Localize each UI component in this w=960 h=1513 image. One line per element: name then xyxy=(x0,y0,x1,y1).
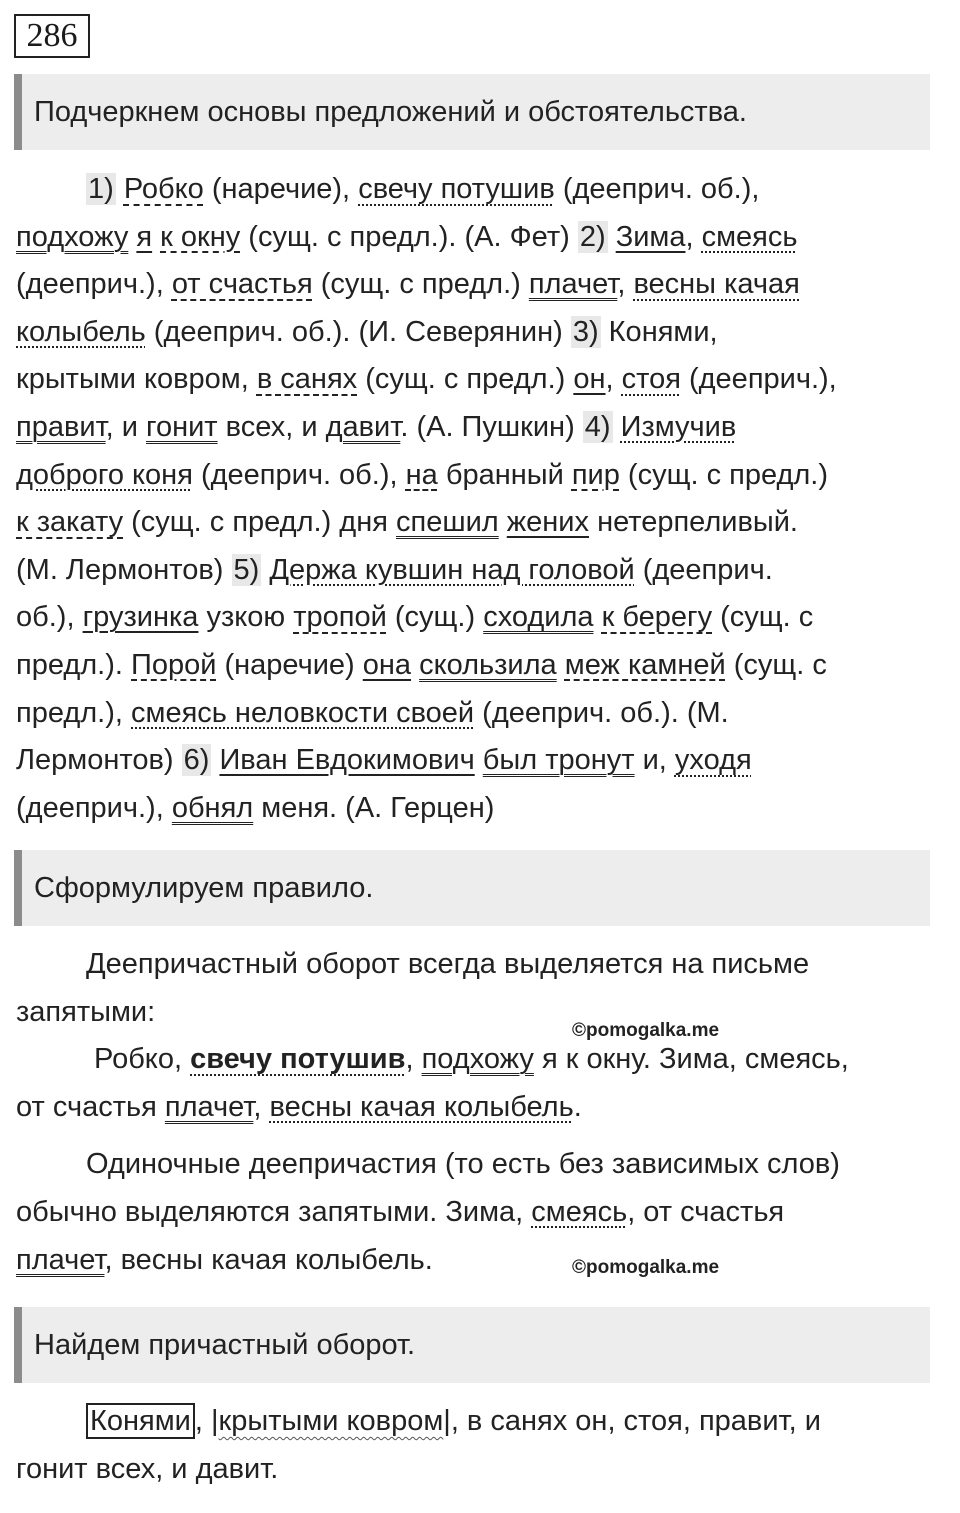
heading-underline-task: Подчеркнем основы предложений и обстоятельства. xyxy=(14,74,930,150)
sentences-analysis: 1) Робко (наречие), свечу потушив (дееприч. об.), подхожу я к окну (сущ. с предл.). (А. Фет) 2) Зима, смеясь (дееприч.), от счастья (сущ. с предл.) плачет, весны качая колыбель (дееприч. об.). (И. Северянин) 3) Конями, крытыми ковром, в санях (сущ. с предл.) он, стоя (дееприч.), правит, и гонит всех, и давит. (А. Пушкин) 4) Измучив доброго коня (дееприч. об.), на бранный пир (сущ. с предл.) к закату (сущ. с предл.) дня спешил жених нетерпеливый. (М. Лермонтов) 5) Держа кувшин над головой (дееприч. об.), грузинка узкою тропой (сущ.) сходила к берегу (сущ. с предл.). Порой (наречие) она скользила меж камней (сущ. с предл.), смеясь неловкости своей (дееприч. об.). (М. Лермонтов) 6) Иван Евдокимович был тронут и, уходя (дееприч.), обнял меня. (А. Герцен) xyxy=(16,173,837,824)
heading-rule: Сформулируем правило. xyxy=(14,850,930,926)
exercise-number: 286 xyxy=(14,14,90,58)
heading-participle: Найдем причастный оборот. xyxy=(14,1307,930,1383)
rule-text: Деепричастный оборот всегда выделяется на письме запятыми: Робко, свечу потушив, подхожу я к окну. Зима, смеясь, от счастья плачет, весны качая колыбель. Одиночные деепричастия (то есть без зависимых слов) обычно выделяются запятыми. Зима, смеясь, от счастья плачет, весны качая колыбель. xyxy=(16,948,849,1276)
participle-example: Конями , |крытыми ковром|, в санях он, стоя, правит, и гонит всех, и давит. xyxy=(16,1405,821,1485)
watermark: ©pomogalka.me xyxy=(572,1257,720,1278)
watermark: ©pomogalka.me xyxy=(572,1020,720,1041)
